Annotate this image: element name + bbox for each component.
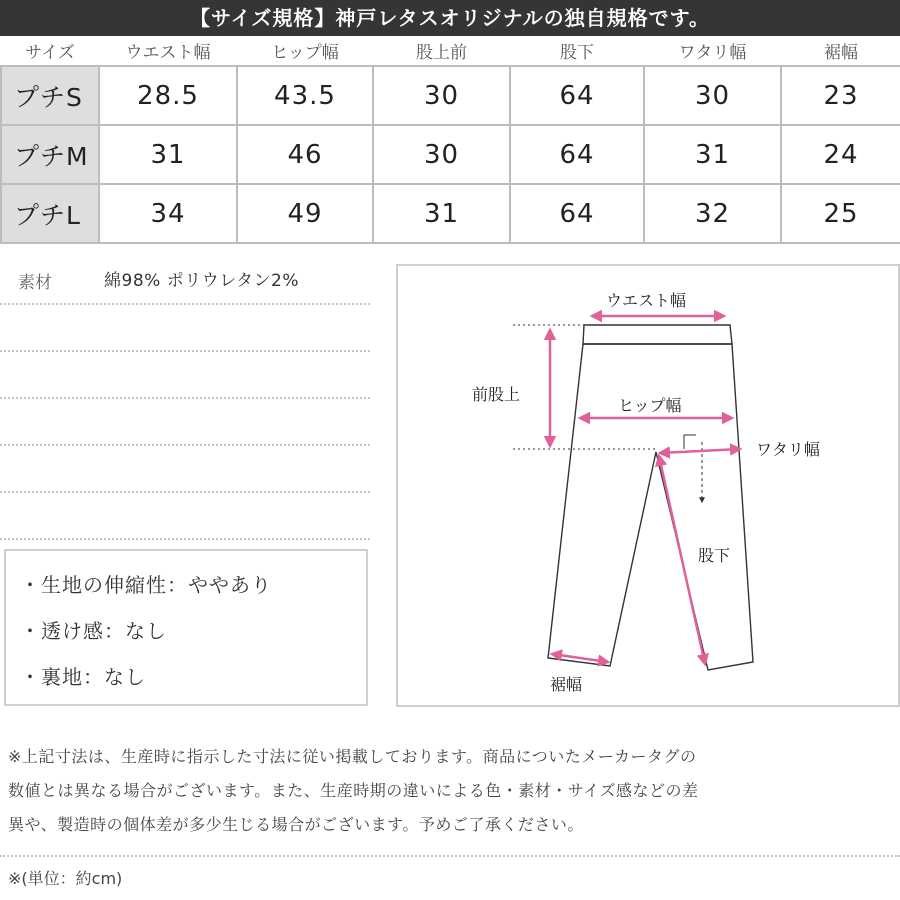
size-spec-banner: 【サイズ規格】神戸レタスオリジナルの独自規格です。 (0, 0, 900, 36)
divider (0, 855, 900, 857)
note-line: 数値とは異なる場合がございます。また、生産時期の違いによる色・素材・サイズ感などの差 (8, 781, 699, 800)
note-line: 異や、製造時の個体差が多少生じる場合がございます。予めご了承ください。 (8, 815, 584, 834)
size-table (0, 36, 900, 244)
table-cell: 31 (644, 125, 781, 184)
size-name: プチL (1, 184, 99, 243)
table-cell: 49 (237, 184, 373, 243)
measurement-diagram (396, 264, 900, 707)
header-size: サイズ (1, 36, 99, 66)
table-row (1, 125, 900, 184)
table-cell: 28.5 (99, 66, 237, 125)
header-inseam: 股下 (510, 36, 644, 66)
blank-row (0, 305, 370, 352)
front-rise-label: 前股上 (472, 385, 521, 404)
unit-note: ※(単位：約cm) (8, 869, 123, 888)
size-table-header (1, 36, 900, 66)
material-label: 素材 (18, 273, 52, 293)
table-cell: 30 (373, 66, 510, 125)
size-name: プチM (1, 125, 99, 184)
table-cell: 23 (781, 66, 900, 125)
table-cell: 64 (510, 66, 644, 125)
thigh-corner-mark (684, 435, 696, 449)
size-name: プチS (1, 66, 99, 125)
table-row (1, 66, 900, 125)
thigh-arrow (660, 449, 740, 453)
table-cell: 31 (99, 125, 237, 184)
hip-label: ヒップ幅 (618, 396, 682, 415)
table-cell: 25 (781, 184, 900, 243)
table-cell: 34 (99, 184, 237, 243)
fabric-features-box (4, 549, 368, 706)
feature-sheerness: ・透け感：なし (20, 619, 167, 643)
waist-label: ウエスト幅 (606, 291, 687, 310)
header-thigh: ワタリ幅 (644, 36, 781, 66)
blank-row (0, 446, 370, 493)
table-cell: 32 (644, 184, 781, 243)
hem-arrow (552, 654, 608, 662)
table-cell: 24 (781, 125, 900, 184)
hem-label: 裾幅 (550, 675, 583, 694)
waistband (583, 325, 732, 344)
material-row (0, 258, 370, 305)
material-section (0, 258, 370, 540)
header-hip: ヒップ幅 (237, 36, 373, 66)
table-cell: 30 (373, 125, 510, 184)
table-cell: 46 (237, 125, 373, 184)
header-waist: ウエスト幅 (99, 36, 237, 66)
thigh-label: ワタリ幅 (756, 440, 820, 459)
blank-row (0, 399, 370, 446)
table-cell: 31 (373, 184, 510, 243)
feature-stretch: ・生地の伸縮性：ややあり (20, 573, 272, 597)
table-cell: 30 (644, 66, 781, 125)
pants-illustration (398, 266, 898, 705)
disclaimer-notes (8, 740, 892, 842)
table-row (1, 184, 900, 243)
blank-row (0, 352, 370, 399)
header-front-rise: 股上前 (373, 36, 510, 66)
feature-lining: ・裏地：なし (20, 665, 146, 689)
table-cell: 64 (510, 125, 644, 184)
material-value: 綿98% ポリウレタン2% (104, 271, 299, 291)
note-line: ※上記寸法は、生産時に指示した寸法に従い掲載しております。商品についたメーカータグの (8, 747, 697, 766)
blank-row (0, 493, 370, 540)
table-cell: 43.5 (237, 66, 373, 125)
header-hem: 裾幅 (781, 36, 900, 66)
table-cell: 64 (510, 184, 644, 243)
inseam-label: 股下 (698, 546, 731, 565)
